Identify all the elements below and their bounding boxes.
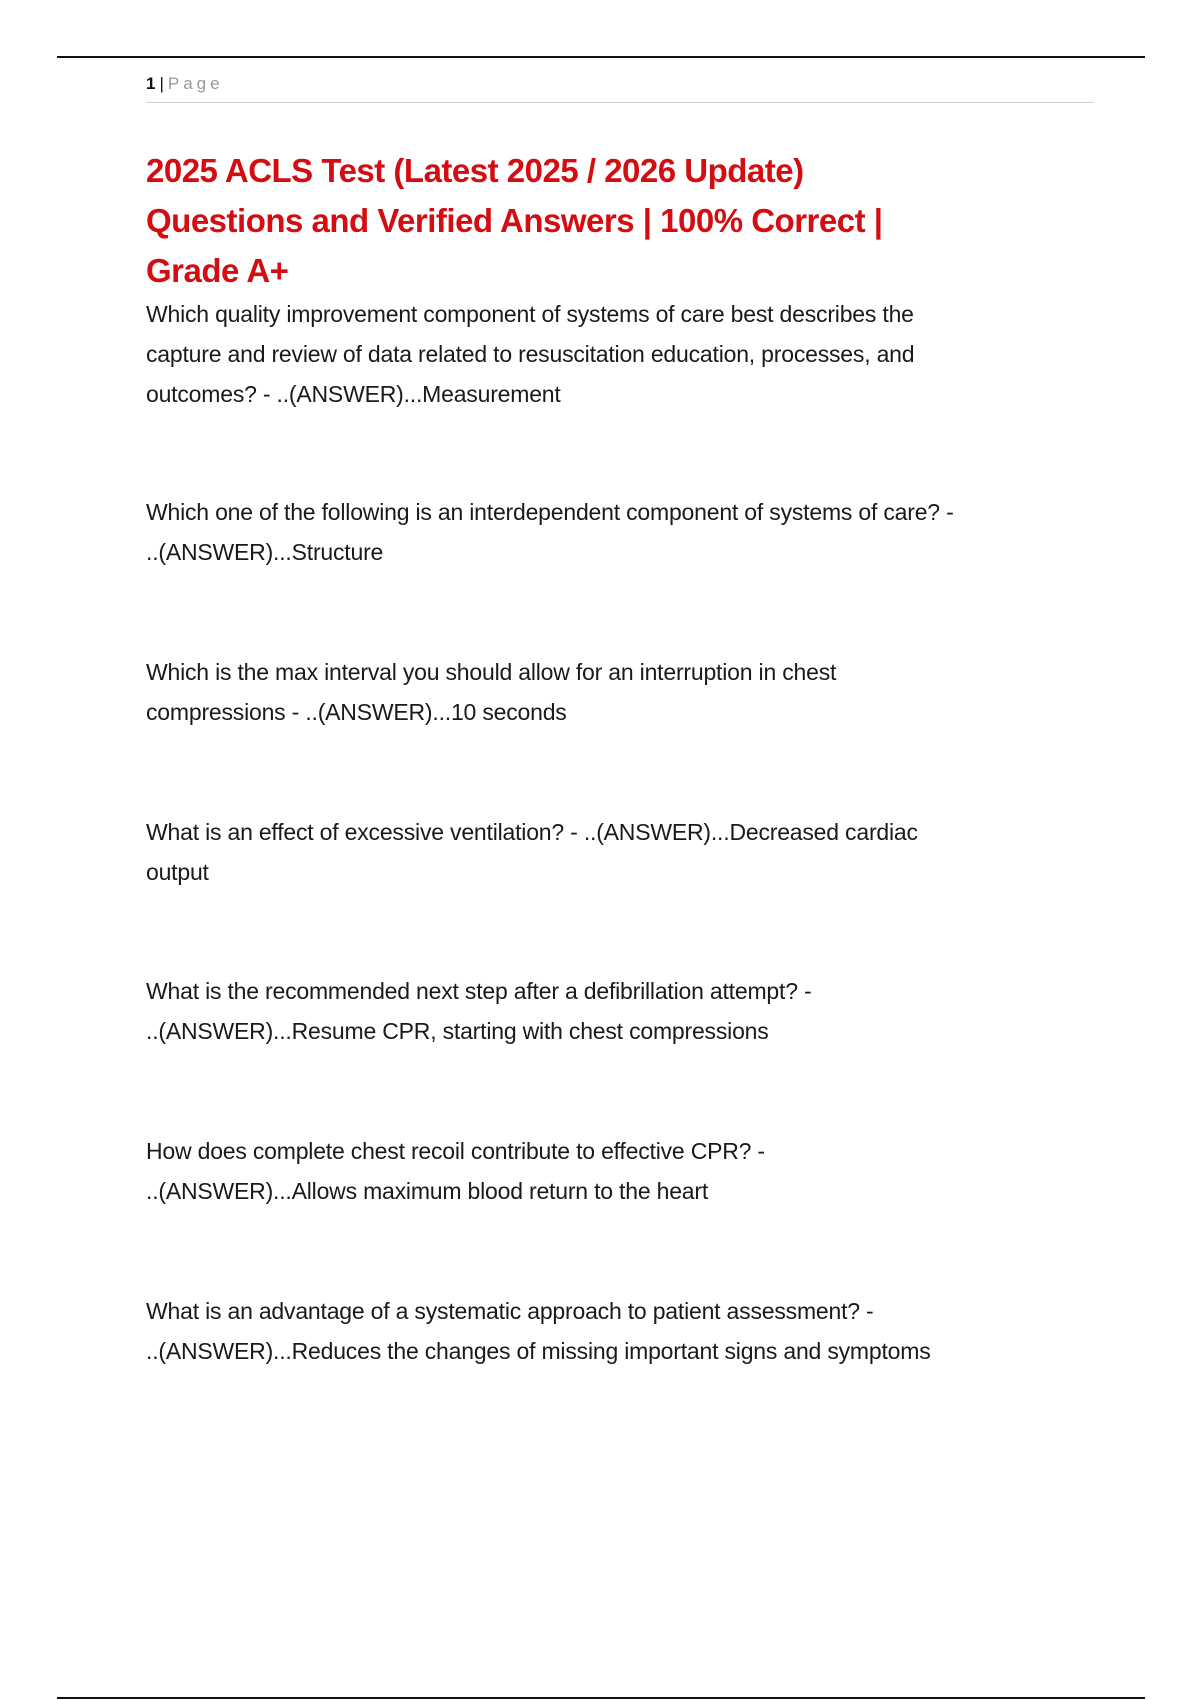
qa-item <box>146 492 1106 572</box>
qa-line: outcomes? - ..(ANSWER)...Measurement <box>146 381 561 407</box>
qa-line: What is an effect of excessive ventilation? - ..(ANSWER)...Decreased cardiac <box>146 819 918 845</box>
qa-line: output <box>146 859 209 885</box>
title-line: Grade A+ <box>146 252 289 289</box>
qa-item <box>146 652 1106 732</box>
qa-line: ..(ANSWER)...Allows maximum blood return to the heart <box>146 1178 709 1204</box>
document-title <box>146 146 1106 296</box>
qa-line: What is an advantage of a systematic approach to patient assessment? - <box>146 1298 874 1324</box>
qa-item <box>146 971 1106 1051</box>
qa-line: How does complete chest recoil contribute to effective CPR? - <box>146 1138 765 1164</box>
page-separator: | <box>159 74 164 93</box>
qa-item <box>146 812 1106 892</box>
title-line: 2025 ACLS Test (Latest 2025 / 2026 Update) <box>146 152 804 189</box>
qa-line: What is the recommended next step after a defibrillation attempt? - <box>146 978 812 1004</box>
qa-line: compressions - ..(ANSWER)...10 seconds <box>146 699 567 725</box>
bottom-rule <box>57 1697 1145 1699</box>
top-rule <box>57 56 1145 58</box>
qa-item <box>146 1131 1106 1211</box>
qa-line: ..(ANSWER)...Resume CPR, starting with chest compressions <box>146 1018 769 1044</box>
page-header <box>146 74 1094 103</box>
qa-line: Which is the max interval you should allow for an interruption in chest <box>146 659 837 685</box>
qa-item <box>146 1291 1106 1371</box>
qa-line: ..(ANSWER)...Structure <box>146 539 384 565</box>
qa-line: ..(ANSWER)...Reduces the changes of missing important signs and symptoms <box>146 1338 931 1364</box>
qa-line: Which quality improvement component of systems of care best describes the <box>146 301 914 327</box>
qa-item <box>146 294 1106 414</box>
page-number: 1 <box>146 74 156 93</box>
title-line: Questions and Verified Answers | 100% Correct | <box>146 202 883 239</box>
page-label: Page <box>167 74 224 93</box>
qa-line: capture and review of data related to resuscitation education, processes, and <box>146 341 915 367</box>
qa-line: Which one of the following is an interdependent component of systems of care? - <box>146 499 954 525</box>
